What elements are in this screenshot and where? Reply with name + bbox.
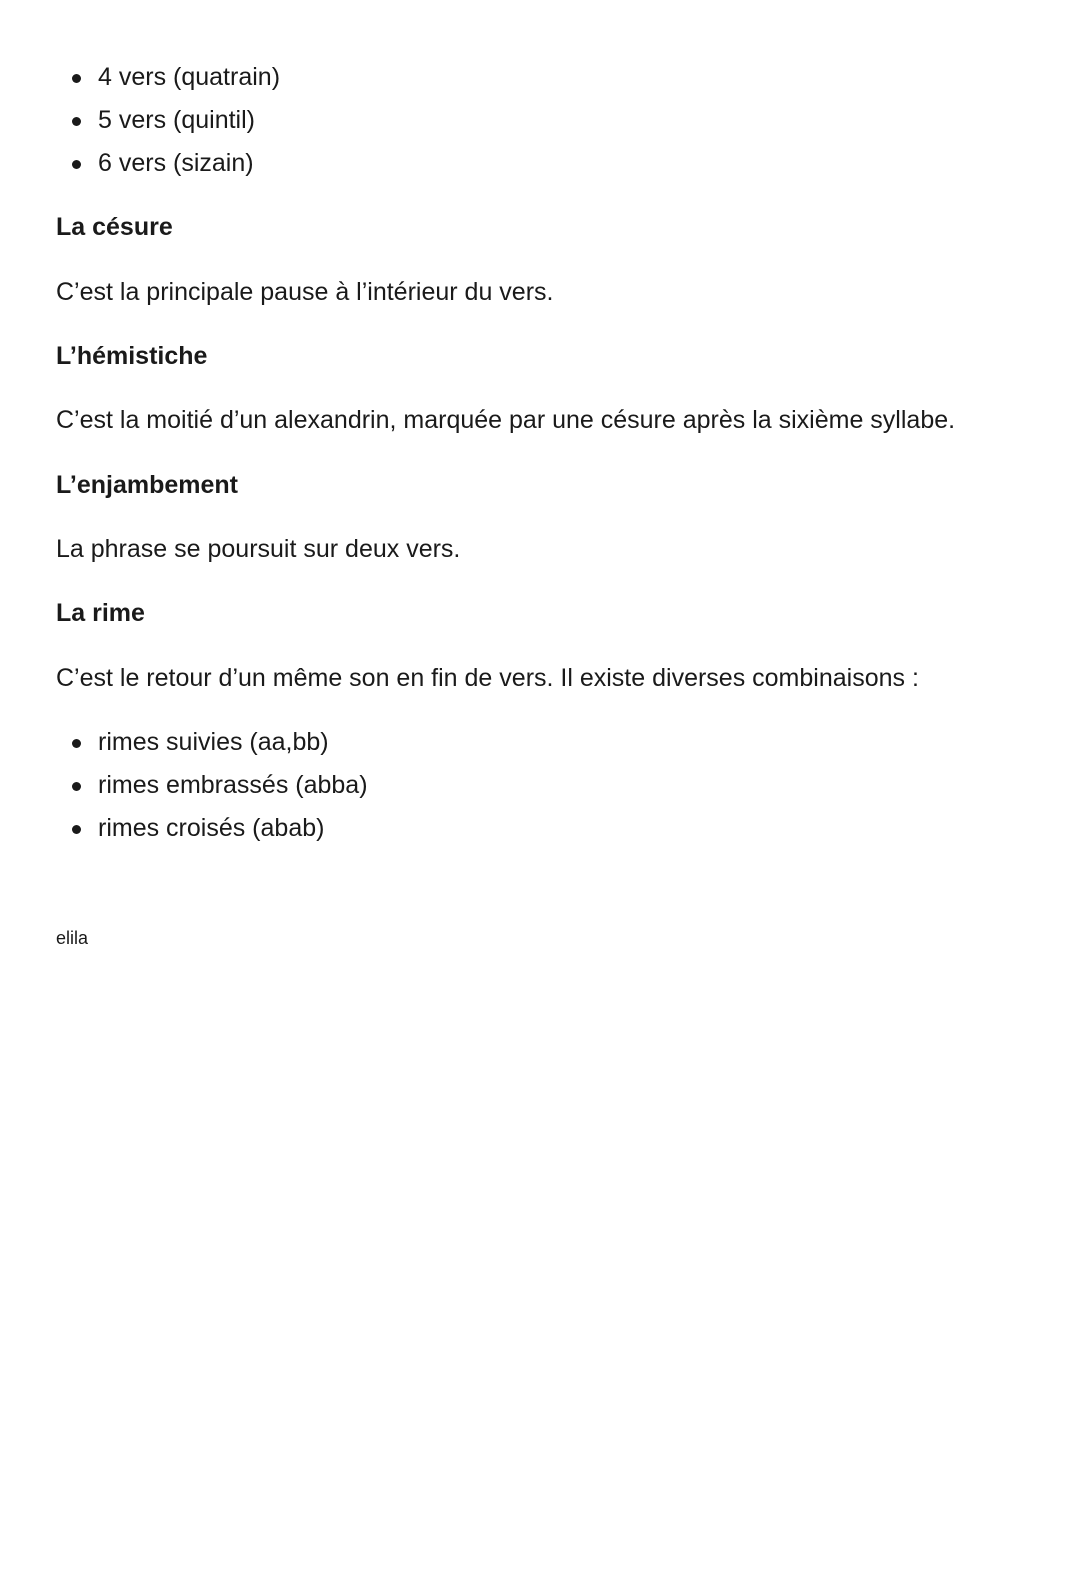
list-item-text: 4 vers (quatrain) [98,63,281,91]
bullet-icon [72,825,81,834]
list-item-text: 5 vers (quintil) [98,106,255,134]
bullet-icon [72,160,81,169]
list-item [70,721,368,764]
list-item [70,807,368,850]
list-item-text: rimes croisés (abab) [98,814,325,842]
bullet-icon [72,117,81,126]
paragraph-rime: C’est le retour d’un même son en fin de vers. Il existe diverses combinaisons : [56,664,919,692]
list-item-text: 6 vers (sizain) [98,149,254,177]
list-item [70,764,368,807]
rimes-list [70,721,368,850]
bullet-icon [72,782,81,791]
author-signature: elila [56,928,89,948]
list-item-text: rimes suivies (aa,bb) [98,728,329,756]
list-item [70,99,280,142]
strophes-list [70,56,280,185]
heading-hemistiche: L’hémistiche [56,342,208,370]
bullet-icon [72,739,81,748]
list-item-text: rimes embrassés (abba) [98,771,368,799]
paragraph-enjambement: La phrase se poursuit sur deux vers. [56,535,461,563]
heading-rime: La rime [56,599,145,627]
heading-enjambement: L’enjambement [56,471,238,499]
heading-cesure: La césure [56,213,173,241]
list-item [70,142,280,185]
bullet-icon [72,74,81,83]
paragraph-cesure: C’est la principale pause à l’intérieur du vers. [56,278,554,306]
paragraph-hemistiche: C’est la moitié d’un alexandrin, marquée par une césure après la sixième syllabe. [56,406,956,434]
list-item [70,56,280,99]
